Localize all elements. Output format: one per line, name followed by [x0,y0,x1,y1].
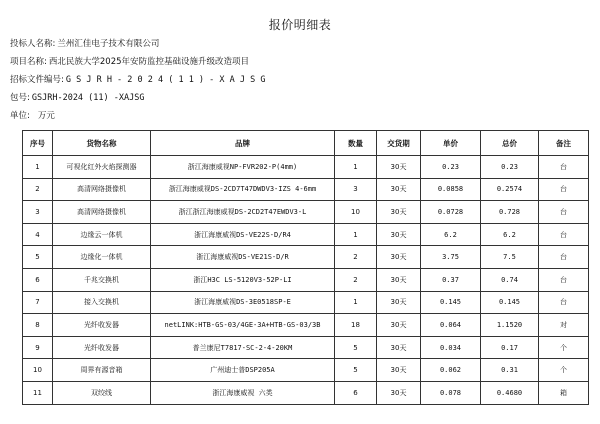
table-cell: 9 [23,336,53,359]
table-row [23,291,589,314]
table-cell: 浙江海康威视DS-2CD7T47DWDV3-IZS 4-6mm [151,178,335,201]
table-row [23,178,589,201]
header-cell: 单价 [421,131,481,156]
table-row [23,246,589,269]
table-cell: 8 [23,314,53,337]
table-cell: 30天 [377,291,421,314]
table-cell: 6.2 [421,223,481,246]
table-cell: 3 [335,178,377,201]
table-cell: 10 [23,359,53,382]
table-cell: 0.0858 [421,178,481,201]
table-cell: 30天 [377,246,421,269]
table-cell: 0.145 [481,291,539,314]
header-cell: 数量 [335,131,377,156]
bidder-label: 投标人名称: [10,39,56,49]
table-cell: 台 [539,156,589,179]
table-cell: 可视化红外火焰探测器 [53,156,151,179]
table-cell: 18 [335,314,377,337]
table-cell: 浙江海康威视 六类 [151,381,335,404]
table-cell: 高清网络摄像机 [53,201,151,224]
table-cell: 0.2574 [481,178,539,201]
table-cell: 浙江海康威视DS-3E0518SP-E [151,291,335,314]
table-cell: 浙江海康威视DS-VE22S-D/R4 [151,223,335,246]
table-row [23,223,589,246]
table-row [23,156,589,179]
bidder-line [10,38,159,50]
table-cell: 0.0728 [421,201,481,224]
header-cell: 备注 [539,131,589,156]
tender-no-value: G S J R H - 2 0 2 4 ( 1 1 ) - X A J S G [65,75,266,85]
table-body [23,156,589,405]
table-cell: 5 [335,336,377,359]
table-cell: 台 [539,246,589,269]
table-cell: 台 [539,223,589,246]
header-cell: 品牌 [151,131,335,156]
table-cell: 3 [23,201,53,224]
table-cell: 6 [335,381,377,404]
package-line [10,92,144,104]
project-line [10,56,249,68]
table-cell: 高清网络摄像机 [53,178,151,201]
table-cell: 4 [23,223,53,246]
quote-table [22,130,589,405]
table-cell: 1 [335,291,377,314]
table-cell: 1 [23,156,53,179]
table-cell: 浙江海康威视NP-FVR202-P(4mm) [151,156,335,179]
table-cell: 6.2 [481,223,539,246]
table-cell: 对 [539,314,589,337]
table-cell: 30天 [377,268,421,291]
table-row [23,314,589,337]
project-label: 项目名称: [10,57,47,67]
header-cell: 交货期 [377,131,421,156]
header-cell: 序号 [23,131,53,156]
table-cell: 30天 [377,336,421,359]
table-cell: 光纤收发器 [53,314,151,337]
table-cell: 双绞线 [53,381,151,404]
table-cell: netLINK:HTB-GS-03/4GE-3A+HTB-GS-03/3B [151,314,335,337]
table-cell: 30天 [377,314,421,337]
table-cell: 台 [539,291,589,314]
table-cell: 10 [335,201,377,224]
table-cell: 箱 [539,381,589,404]
table-cell: 7.5 [481,246,539,269]
table-cell: 0.37 [421,268,481,291]
table-cell: 0.23 [421,156,481,179]
tender-no-line [10,74,265,86]
table-cell: 浙江海康威视DS-VE21S-D/R [151,246,335,269]
table-cell: 2 [23,178,53,201]
table-cell: 0.17 [481,336,539,359]
table-cell: 0.034 [421,336,481,359]
table-cell: 30天 [377,156,421,179]
table-cell: 1.1520 [481,314,539,337]
project-value: 西北民族大学2025年安防监控基础设施升级改造项目 [48,57,250,67]
package-label: 包号: [10,93,30,103]
table-cell: 0.078 [421,381,481,404]
table-cell: 普兰康尼T7817-SC-2-4-20KM [151,336,335,359]
unit-label: 单位: [10,111,30,121]
table-cell: 0.31 [481,359,539,382]
table-cell: 光纤收发器 [53,336,151,359]
table-cell: 2 [335,246,377,269]
table-cell: 5 [335,359,377,382]
table-cell: 个 [539,336,589,359]
table-cell: 0.728 [481,201,539,224]
table-cell: 30天 [377,201,421,224]
table-cell: 边缘化一体机 [53,246,151,269]
document-title: 报价明细表 [268,18,332,32]
table-cell: 接入交换机 [53,291,151,314]
table-cell: 0.4680 [481,381,539,404]
table-cell: 6 [23,268,53,291]
table-row [23,268,589,291]
table-row [23,381,589,404]
table-cell: 浙江浙江海康威视DS-2CD2T47EWDV3-L [151,201,335,224]
header-cell: 货物名称 [53,131,151,156]
table-cell: 1 [335,223,377,246]
table-cell: 台 [539,178,589,201]
table-cell: 浙江H3C LS-5120V3-52P-LI [151,268,335,291]
table-cell: 30天 [377,178,421,201]
table-header-row [23,131,589,156]
table-cell: 5 [23,246,53,269]
table-cell: 2 [335,268,377,291]
table-cell: 0.064 [421,314,481,337]
table-row [23,336,589,359]
unit-line [10,110,55,122]
table-cell: 千兆交换机 [53,268,151,291]
package-value: GSJRH-2024 (11) -XAJSG [31,93,145,103]
tender-no-label: 招标文件编号: [10,75,64,85]
bidder-value: 兰州汇佳电子技术有限公司 [57,39,160,49]
table-cell: 台 [539,268,589,291]
table-cell: 0.23 [481,156,539,179]
table-cell: 0.062 [421,359,481,382]
table-cell: 11 [23,381,53,404]
table-cell: 台 [539,201,589,224]
table-cell: 7 [23,291,53,314]
table-cell: 0.74 [481,268,539,291]
table-cell: 1 [335,156,377,179]
table-cell: 个 [539,359,589,382]
table-cell: 30天 [377,359,421,382]
table-row [23,201,589,224]
table-cell: 30天 [377,223,421,246]
table-cell: 边缘云一体机 [53,223,151,246]
table-cell: 周界有源音箱 [53,359,151,382]
table-row [23,359,589,382]
table-cell: 3.75 [421,246,481,269]
header-cell: 总价 [481,131,539,156]
table-cell: 30天 [377,381,421,404]
table-cell: 广州迪士普DSP205A [151,359,335,382]
unit-value: 万元 [37,111,55,121]
table-cell: 0.145 [421,291,481,314]
